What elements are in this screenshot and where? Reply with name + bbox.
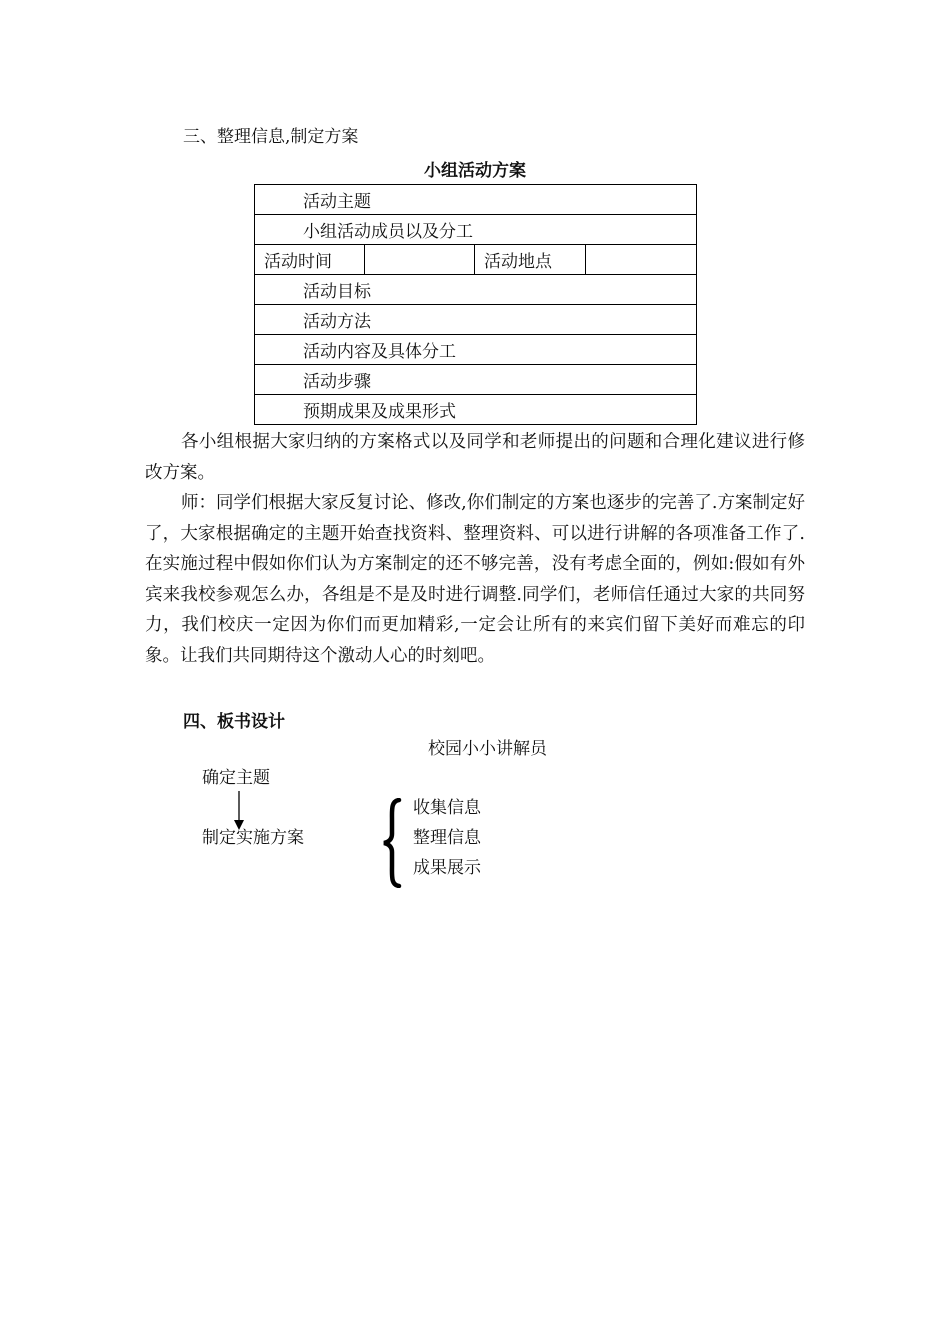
paragraph-teacher: 师：同学们根据大家反复讨论、修改,你们制定的方案也逐步的完善了.方案制定好了，大家根据确定的主题开始查找资料、整理资料、可以进行讲解的各项准备工作了.在实施过程中假如你们认为方案制定的还不够完善，没有考虑全面的，例如:假如有外宾来我校参观怎么办，各组是不是及时进行调整.同学们，老师信任通过大家的共同努力，我们校庆一定因为你们而更加精彩,一定会让所有的来宾们留下美好而难忘的印象。让我们共同期待这个激动人心的时刻吧。 (145, 493, 805, 666)
table-title: 小组活动方案 (424, 161, 526, 181)
time-value-cell (365, 245, 475, 275)
section-3-heading: 三、整理信息,制定方案 (183, 127, 359, 147)
place-value-cell (586, 245, 697, 275)
row-content: 活动内容及具体分工 (255, 335, 697, 365)
row-steps: 活动步骤 (255, 365, 697, 395)
left-brace-icon (382, 798, 404, 888)
place-label: 活动地点 (475, 245, 586, 275)
table-row (255, 335, 697, 365)
table-row (255, 365, 697, 395)
section-4-heading: 四、板书设计 (183, 712, 285, 732)
board-step-2: 制定实施方案 (202, 828, 304, 848)
row-method: 活动方法 (255, 305, 697, 335)
table-row (255, 395, 697, 425)
time-label: 活动时间 (255, 245, 365, 275)
row-members: 小组活动成员以及分工 (255, 215, 697, 245)
row-outcome: 预期成果及成果形式 (255, 395, 697, 425)
table-row (255, 275, 697, 305)
board-item-collect: 收集信息 (413, 798, 481, 818)
board-item-present: 成果展示 (413, 858, 481, 878)
table-row (255, 215, 697, 245)
row-goal: 活动目标 (255, 275, 697, 305)
down-arrow-icon (232, 791, 246, 831)
board-item-organize: 整理信息 (413, 828, 481, 848)
paragraph-revise: 各小组根据大家归纳的方案格式以及同学和老师提出的问题和合理化建议进行修改方案。 (145, 432, 805, 483)
table-row (255, 305, 697, 335)
table-row (255, 245, 697, 275)
row-topic: 活动主题 (255, 185, 697, 215)
board-title: 校园小小讲解员 (428, 739, 547, 759)
activity-plan-table (254, 184, 697, 425)
table-row (255, 185, 697, 215)
board-step-1: 确定主题 (202, 768, 270, 788)
